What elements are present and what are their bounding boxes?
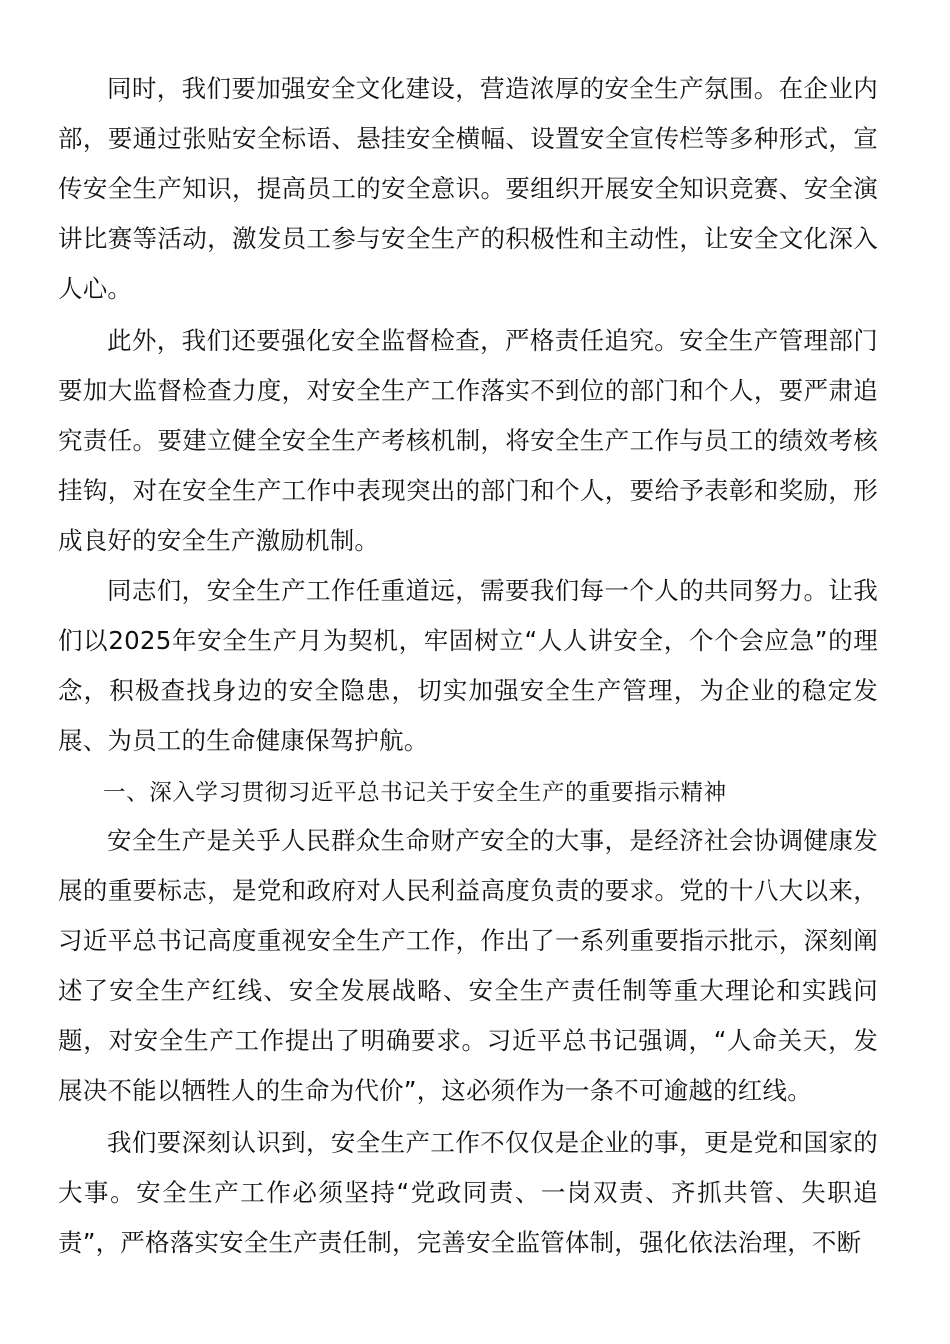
paragraph-supervision: 此外，我们还要强化安全监督检查，严格责任追究。安全生产管理部门要加大监督检查力度，对安全生产工作落实不到位的部门和个人，要严肃追究责任。要建立健全安全生产考核机制，将安全生产工作与员工的绩效考核挂钩，对在安全生产工作中表现突出的部门和个人，要给予表彰和奖励，形成良好的安全生产激励机制。 [58,326,878,555]
paragraph-safety-culture: 同时，我们要加强安全文化建设，营造浓厚的安全生产氛围。在企业内部，要通过张贴安全标语、悬挂安全横幅、设置安全宣传栏等多种形式，宣传安全生产知识，提高员工的安全意识。要组织开展安全知识竞赛、安全演讲比赛等活动，激发员工参与安全生产的积极性和主动性，让安全文化深入人心。 [58,74,878,303]
document-page [58,64,878,1268]
paragraph-responsibility: 我们要深刻认识到，安全生产工作不仅仅是企业的事，更是党和国家的大事。安全生产工作必须坚持“党政同责、一岗双责、齐抓共管、失职追责”，严格落实安全生产责任制，完善安全监管体制，强化依法治理，不断 [58,1128,878,1257]
paragraph-instructions: 安全生产是关乎人民群众生命财产安全的大事，是经济社会协调健康发展的重要标志，是党和政府对人民利益高度负责的要求。党的十八大以来，习近平总书记高度重视安全生产工作，作出了一系列重要指示批示，深刻阐述了安全生产红线、安全发展战略、安全生产责任制等重大理论和实践问题，对安全生产工作提出了明确要求。习近平总书记强调，“人命关天，发展决不能以牺牲人的生命为代价”，这必须作为一条不可逾越的红线。 [58,826,878,1105]
section-heading: 一、深入学习贯彻习近平总书记关于安全生产的重要指示精神 [103,780,727,806]
paragraph-call-to-action: 同志们，安全生产工作任重道远，需要我们每一个人的共同努力。让我们以2025年安全生产月为契机，牢固树立“人人讲安全，个个会应急”的理念，积极查找身边的安全隐患，切实加强安全生产管理，为企业的稳定发展、为员工的生命健康保驾护航。 [58,576,878,755]
